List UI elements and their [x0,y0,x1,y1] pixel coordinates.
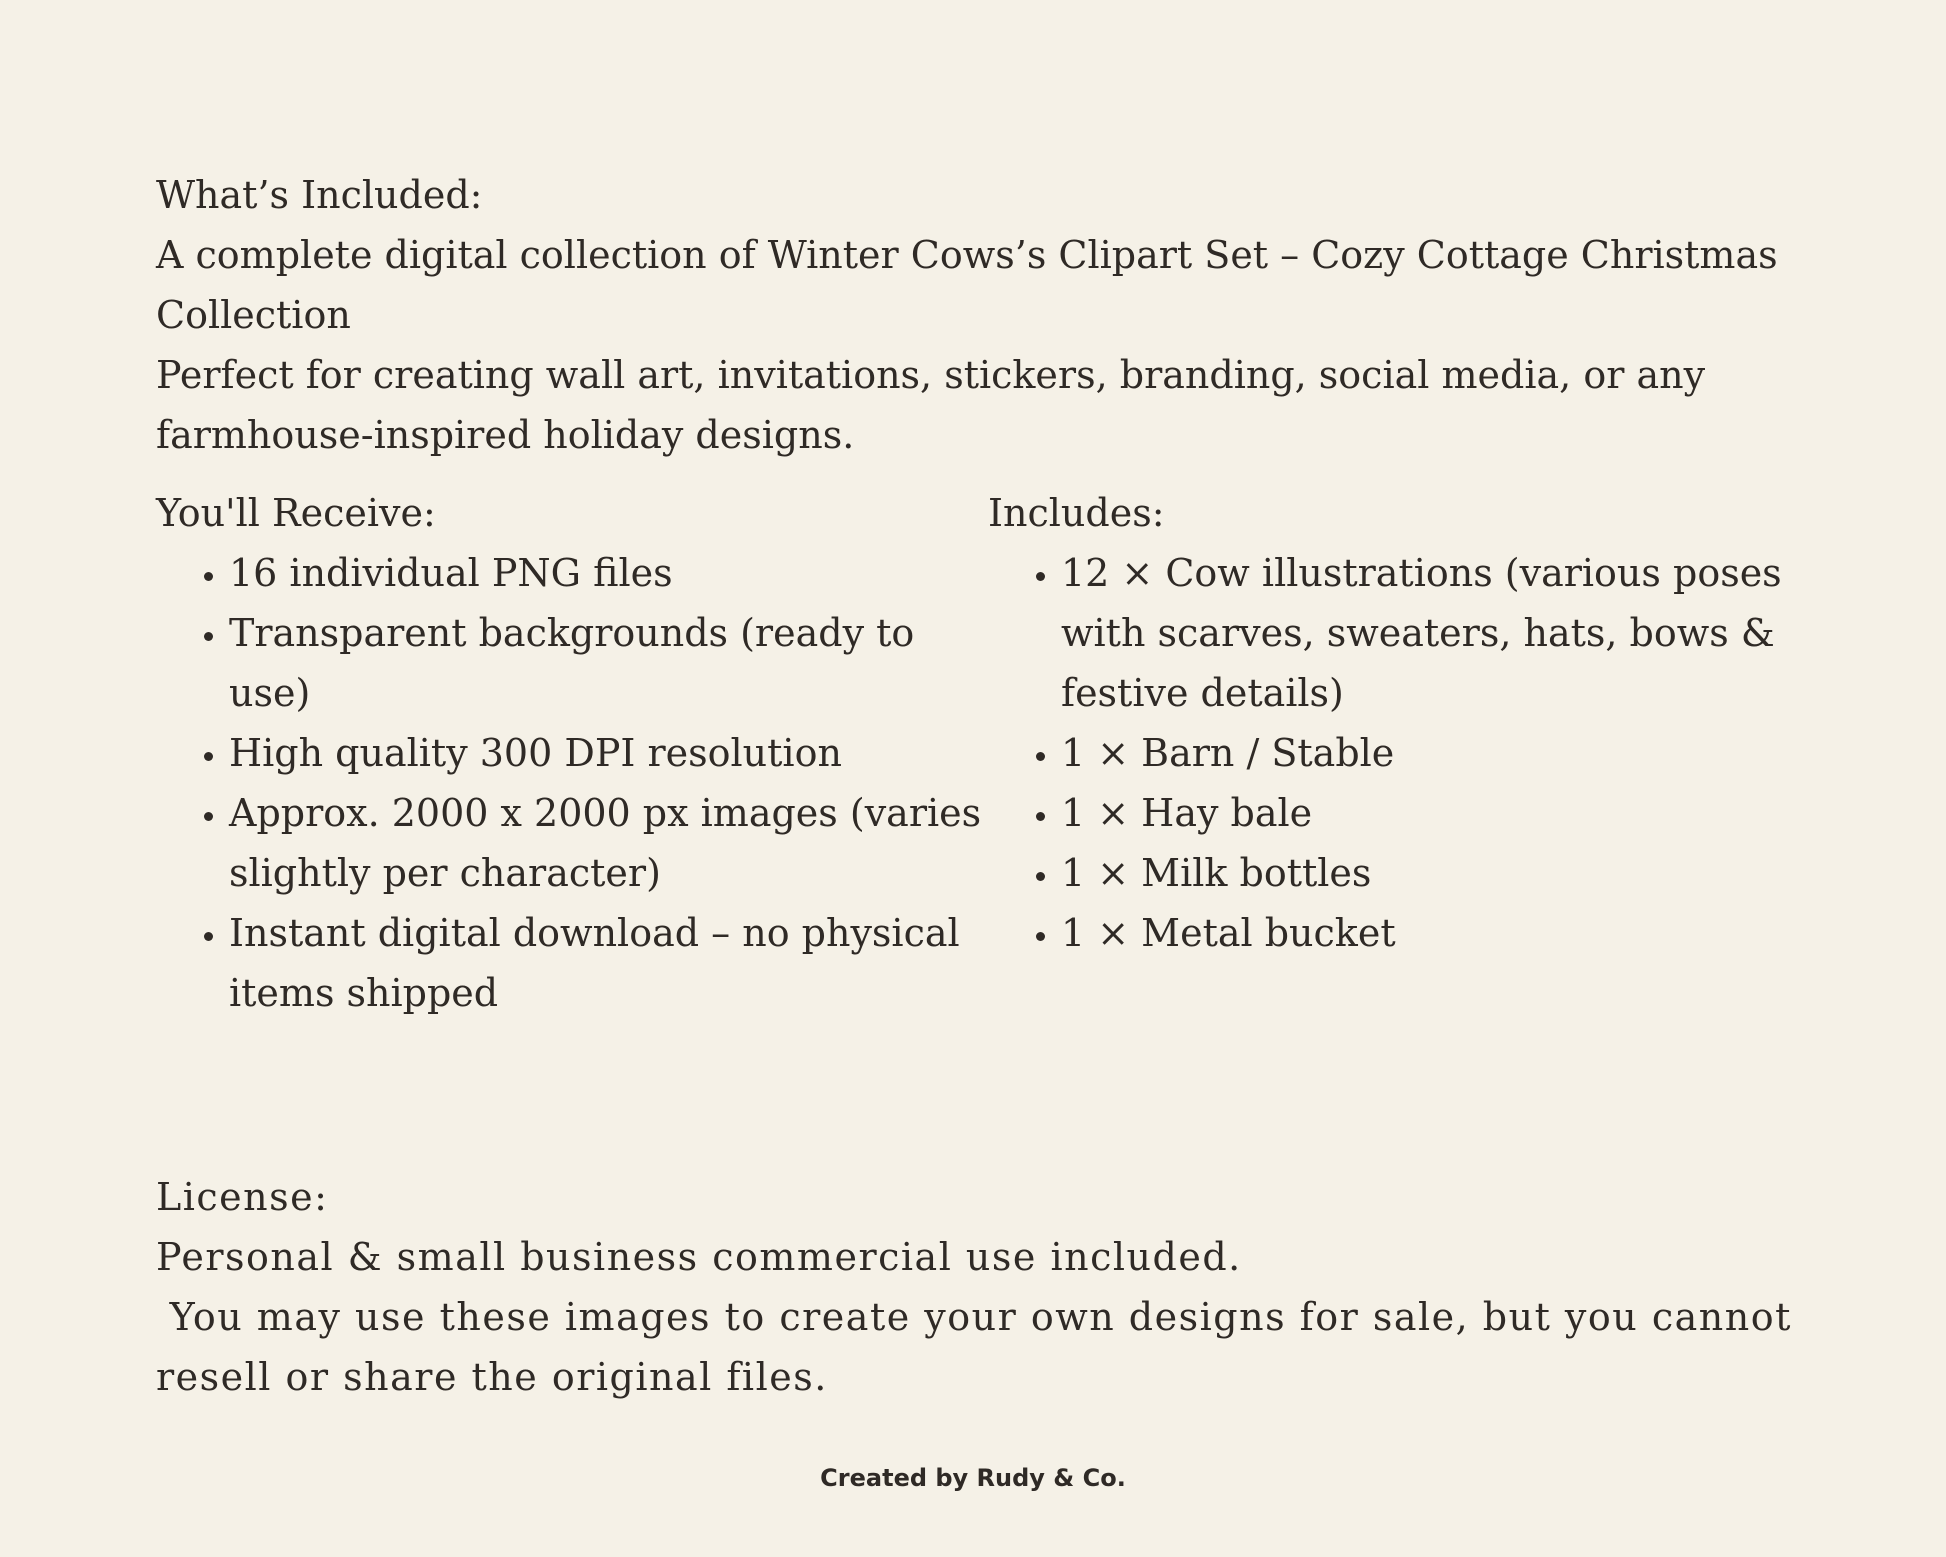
license-scope: Personal & small business commercial use included. [156,1235,1242,1279]
list-item: • 1 × Hay bale [1061,783,1788,843]
list-item: • 1 × Metal bucket [1061,903,1788,963]
license-section [156,1167,1806,1407]
list-item: • Transparent backgrounds (ready to use) [229,603,988,723]
receive-section [156,483,988,1023]
receive-heading: You'll Receive: [156,491,436,535]
receive-list [156,543,988,1023]
list-item: • Instant digital download – no physical items shipped [229,903,988,1023]
usage-description: Perfect for creating wall art, invitations, stickers, branding, social media, or any farmhouse-inspired holiday designs. [156,353,1706,457]
license-terms: You may use these images to create your own designs for sale, but you cannot resell or share the original files. [156,1295,1806,1399]
details-columns [156,483,1796,1023]
list-item: • 1 × Barn / Stable [1061,723,1788,783]
whats-included-heading: What’s Included: [156,173,483,217]
includes-heading: Includes: [988,491,1165,535]
includes-section [988,483,1788,1023]
list-item: • Approx. 2000 x 2000 px images (varies slightly per character) [229,783,988,903]
includes-list [988,543,1788,963]
creator-credit: Created by Rudy & Co. [820,1464,1126,1492]
collection-description: A complete digital collection of Winter Cows’s Clipart Set – Cozy Cottage Christmas Collection [156,233,1778,337]
product-description [156,165,1796,1023]
whats-included-section [156,165,1796,465]
list-item: • 12 × Cow illustrations (various poses with scarves, sweaters, hats, bows & festive details) [1061,543,1788,723]
list-item: • 1 × Milk bottles [1061,843,1788,903]
license-heading: License: [156,1175,329,1219]
list-item: • High quality 300 DPI resolution [229,723,988,783]
list-item: • 16 individual PNG files [229,543,988,603]
